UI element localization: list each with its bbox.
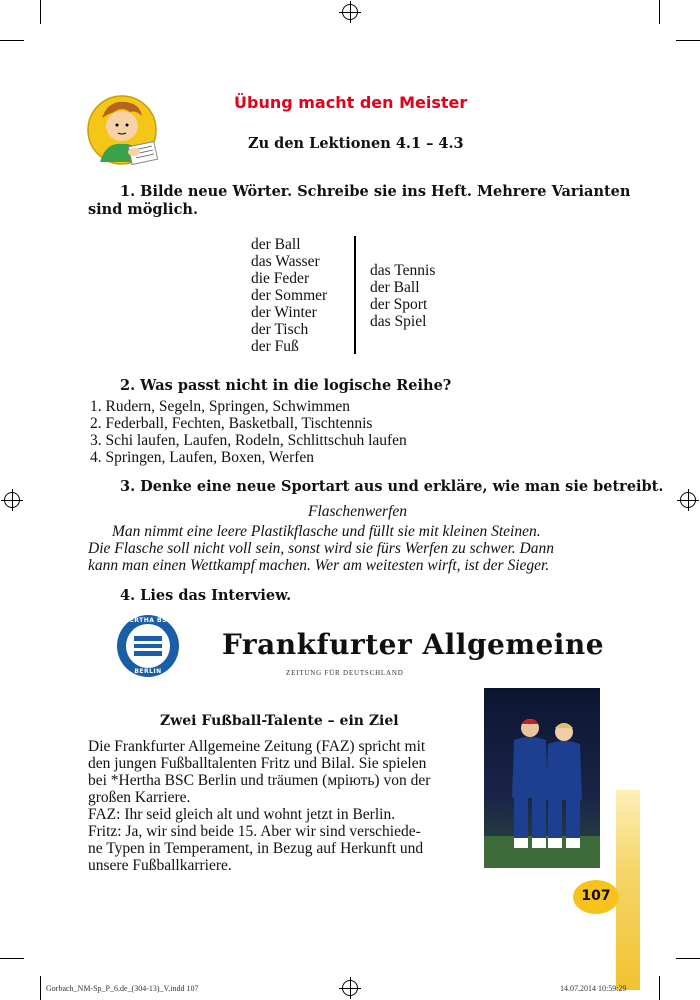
word-left: der Fuß	[251, 338, 299, 355]
article-line: den jungen Fußballtalenten Fritz und Bilal. Sie spielen	[88, 755, 427, 772]
article-body	[88, 738, 430, 874]
footer-file-info: Gorbach_NM-Sp_P_6.de_(304-13)_V.indd 107	[46, 984, 199, 993]
exercise2-title: 2. Was passt nicht in die logische Reihe?	[120, 377, 452, 394]
crop-mark-bottom-left-v	[40, 976, 41, 1000]
list-item: 2. Federball, Fechten, Basketball, Tischtennis	[90, 415, 373, 432]
crop-mark-top-right-v	[659, 0, 660, 24]
crop-mark-top-left	[0, 40, 24, 41]
word-right: der Sport	[370, 296, 428, 313]
crop-mark-bottom-left	[0, 958, 24, 959]
word-right: der Ball	[370, 279, 420, 296]
crop-mark-top-right	[676, 40, 700, 41]
example-paragraph	[88, 523, 554, 574]
word-left: die Feder	[251, 270, 310, 287]
page-number: 107	[581, 888, 611, 904]
example-line: Die Flasche soll nicht voll sein, sonst wird sie fürs Werfen zu schwer. Dann	[88, 540, 554, 557]
list-item: 3. Schi laufen, Laufen, Rodeln, Schlittschuh laufen	[90, 432, 407, 449]
word-column-right	[370, 262, 435, 330]
article-line: bei *Hertha BSC Berlin und träumen (мріють) von der	[88, 772, 431, 789]
word-left: der Tisch	[251, 321, 309, 338]
crop-mark-bottom-right	[676, 958, 700, 959]
exercise3-title: 3. Denke eine neue Sportart aus und erkläre, wie man sie betreibt.	[120, 478, 664, 495]
page-title: Übung macht den Meister	[234, 93, 468, 112]
column-divider	[354, 236, 356, 354]
example-line: Man nimmt eine leere Plastikflasche und füllt sie mit kleinen Steinen.	[112, 523, 541, 540]
example-line: kann man einen Wettkampf machen. Wer am weitesten wirft, ist der Sieger.	[88, 557, 550, 574]
boy-writing-icon	[86, 92, 166, 168]
exercise1-title-cont: sind möglich.	[88, 201, 198, 218]
word-left: der Winter	[251, 304, 317, 321]
crop-mark-top-left-v	[40, 0, 41, 24]
footer-date: 14.07.2014 10:59:29	[560, 984, 627, 993]
exercise1-title: 1. Bilde neue Wörter. Schreibe sie ins Heft. Mehrere Varianten	[120, 183, 631, 200]
word-column-left	[251, 236, 327, 355]
article-line: ne Typen in Temperament, in Bezug auf Herkunft und	[88, 840, 424, 857]
word-right: das Spiel	[370, 313, 427, 330]
hertha-logo-text-bottom: BERLIN	[134, 668, 162, 675]
article-line: FAZ: Ihr seid gleich alt und wohnt jetzt in Berlin.	[88, 806, 396, 823]
list-item: 1. Rudern, Segeln, Springen, Schwimmen	[90, 398, 351, 415]
word-right: das Tennis	[370, 262, 436, 279]
article-title: Zwei Fußball-Talente – ein Ziel	[160, 713, 399, 729]
article-line: Fritz: Ja, wir sind beide 15. Aber wir sind verschiede-	[88, 823, 421, 840]
registration-mark-bottom	[342, 980, 358, 996]
registration-mark-right	[680, 492, 696, 508]
registration-mark-left	[4, 492, 20, 508]
article-line: großen Karriere.	[88, 789, 191, 806]
word-left: der Ball	[251, 236, 301, 253]
article-line: unsere Fußballkarriere.	[88, 857, 232, 874]
faz-subtitle: ZEITUNG FÜR DEUTSCHLAND	[286, 669, 404, 677]
article-line: Die Frankfurter Allgemeine Zeitung (FAZ) spricht mit	[88, 738, 426, 755]
football-players-photo	[484, 688, 600, 868]
registration-mark-top	[342, 4, 358, 20]
example-title: Flaschenwerfen	[308, 503, 408, 520]
exercise2-list	[90, 398, 407, 466]
exercise4-title: 4. Lies das Interview.	[120, 587, 292, 604]
hertha-logo-text-top: HERTHA BSC	[124, 617, 172, 624]
section-subtitle: Zu den Lektionen 4.1 – 4.3	[248, 135, 464, 152]
list-item: 4. Springen, Laufen, Boxen, Werfen	[90, 449, 315, 466]
crop-mark-bottom-right-v	[659, 976, 660, 1000]
faz-logo: Frankfurter Allgemeine	[222, 628, 605, 661]
word-left: der Sommer	[251, 287, 328, 304]
word-left: das Wasser	[251, 253, 320, 270]
side-color-band	[616, 790, 640, 990]
hertha-logo	[116, 614, 180, 678]
